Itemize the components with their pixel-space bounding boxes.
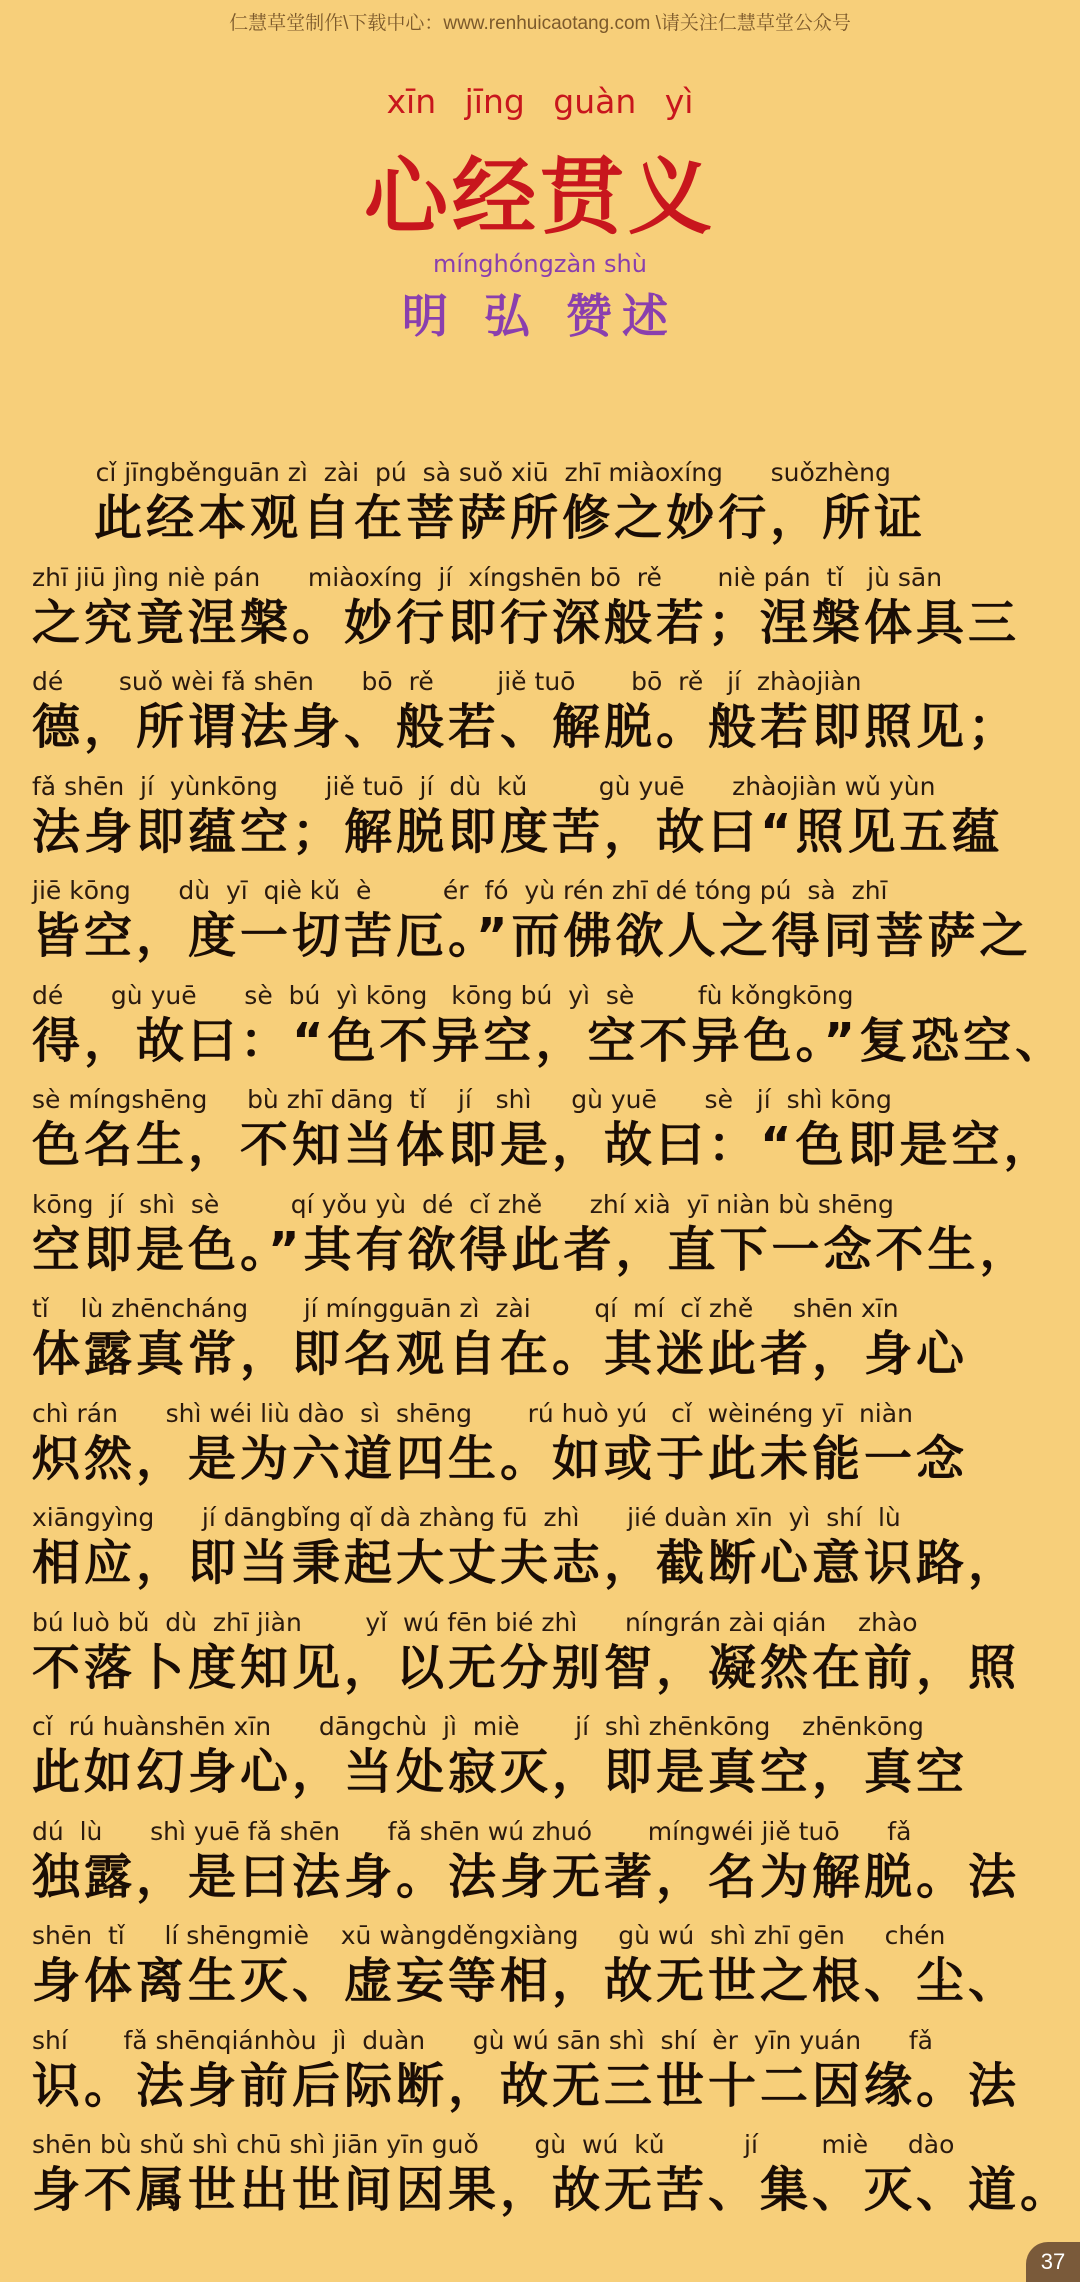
pinyin-line: dú lù shì yuē fǎ shēn fǎ shēn wú zhuó míngwéi jiě tuō fǎ (32, 1816, 912, 1846)
hanzi-line: 身不属世出世间因果，故无苦、集、灭、道。 (32, 2162, 1073, 2218)
hanzi-line: 空即是色。”其有欲得此者，直下一念不生， (32, 1221, 1032, 1278)
pinyin-line: fǎ shēn jí yùnkōng jiě tuō jí dù kǔ gù yuē zhàojiàn wǔ yùn (32, 771, 936, 801)
text-line (32, 1712, 1052, 1817)
pinyin-line: dé gù yuē sè bú yì kōng kōng bú yì sè fù kǒngkōng (32, 980, 854, 1010)
hanzi-line: 法身即蕴空；解脱即度苦，故曰“照见五蕴 (32, 803, 1004, 860)
source-header: 仁慧草堂制作\下载中心：www.renhuicaotang.com \请关注仁慧草堂公众号 (229, 13, 851, 34)
text-line (32, 563, 1052, 668)
pinyin-line: shēn tǐ lí shēngmiè xū wàngděngxiàng gù wú shì zhī gēn chén (32, 1921, 946, 1950)
text-line (32, 980, 1068, 1086)
hanzi-line: 此如幻身心，当处寂灭，即是真空，真空 (32, 1744, 969, 1800)
pinyin-line: shí fǎ shēnqiánhòu jì duàn gù wú sān shì shí èr yīn yuán fǎ (32, 2025, 933, 2055)
text-line (32, 667, 1052, 772)
pinyin-line: bú luò bǔ dù zhī jiàn yǐ wú fēn bié zhì níngrán zài qián zhào (32, 1607, 918, 1637)
pinyin-line: chì rán shì wéi liù dào sì shēng rú huò yú cǐ wèinéng yī niàn (32, 1398, 913, 1428)
hanzi-line: 之究竟涅槃。妙行即行深般若；涅槃体具三 (32, 594, 1021, 651)
text-line (32, 1503, 1052, 1608)
page-number-badge: 37 (1026, 2242, 1080, 2282)
text-line (32, 2130, 1073, 2235)
pinyin-line: shēn bù shǔ shì chū shì jiān yīn guǒ gù wú kǔ jí miè dào (32, 2130, 955, 2159)
pinyin-line: cǐ jīngběnguān zì zài pú sà suǒ xiū zhī miàoxíng suǒzhèng (32, 458, 891, 487)
hanzi-line: 炽然，是为六道四生。如或于此未能一念 (32, 1430, 969, 1487)
pinyin-line: dé suǒ wèi fǎ shēn bō rě jiě tuō bō rě jí zhàojiàn (32, 667, 862, 696)
page-title: 心经贯义 (363, 148, 716, 246)
pinyin-line: zhī jiū jìng niè pán miàoxíng jí xíngshēn bō rě niè pán tǐ jù sān (32, 562, 943, 592)
text-line (32, 772, 1052, 877)
text-body (32, 458, 1073, 2235)
author-pinyin: mínghóngzàn shù (433, 250, 647, 278)
text-line (32, 1190, 1052, 1295)
pinyin-line: sè míngshēng bù zhī dāng tǐ jí shì gù yuē sè jí shì kōng (32, 1085, 892, 1114)
hanzi-line: 独露，是曰法身。法身无著，名为解脱。法 (32, 1848, 1021, 1905)
title-pinyin: xīn jīng guàn yì (386, 82, 694, 121)
author-line: 明 弘 赞述 (401, 289, 679, 343)
text-line (32, 458, 1052, 563)
text-line (32, 1608, 1052, 1713)
hanzi-line: 得，故曰：“色不异空，空不异色。”复恐空、 (32, 1012, 1068, 1069)
hanzi-line: 相应，即当秉起大丈夫志，截断心意识路， (32, 1535, 1021, 1591)
text-line (32, 1399, 1052, 1504)
hanzi-line: 不落卜度知见，以无分别智，凝然在前，照 (32, 1639, 1021, 1696)
text-line (32, 1921, 1052, 2026)
hanzi-line: 皆空，度一切苦厄。”而佛欲人之得同菩萨之 (32, 908, 1032, 964)
pinyin-line: xiāngyìng jí dāngbǐng qǐ dà zhàng fū zhì jié duàn xīn yì shí lù (32, 1503, 901, 1532)
text-line (32, 876, 1052, 981)
pinyin-line: cǐ rú huànshēn xīn dāngchù jì miè jí shì zhēnkōng zhēnkōng (32, 1712, 924, 1741)
hanzi-line: 识。法身前后际断，故无三世十二因缘。法 (32, 2057, 1021, 2114)
text-line (32, 1085, 1056, 1190)
hanzi-line: 德，所谓法身、般若、解脱。般若即照见； (32, 699, 1021, 755)
text-line (32, 1817, 1052, 1922)
text-line (32, 1294, 1052, 1399)
pinyin-line: jiē kōng dù yī qiè kǔ è ér fó yù rén zhī dé tóng pú sà zhī (32, 876, 888, 905)
text-line (32, 2026, 1052, 2131)
pinyin-line: kōng jí shì sè qí yǒu yù dé cǐ zhě zhí xià yī niàn bù shēng (32, 1189, 894, 1219)
hanzi-line: 色名生，不知当体即是，故曰：“色即是空， (32, 1117, 1056, 1173)
hanzi-line: 身体离生灭、虚妄等相，故无世之根、尘、 (32, 1953, 1021, 2009)
hanzi-line: 体露真常，即名观自在。其迷此者，身心 (32, 1326, 969, 1382)
hanzi-line: 此经本观自在菩萨所修之妙行，所证 (32, 490, 927, 546)
pinyin-line: tǐ lù zhēncháng jí míngguān zì zài qí mí cǐ zhě shēn xīn (32, 1294, 899, 1323)
